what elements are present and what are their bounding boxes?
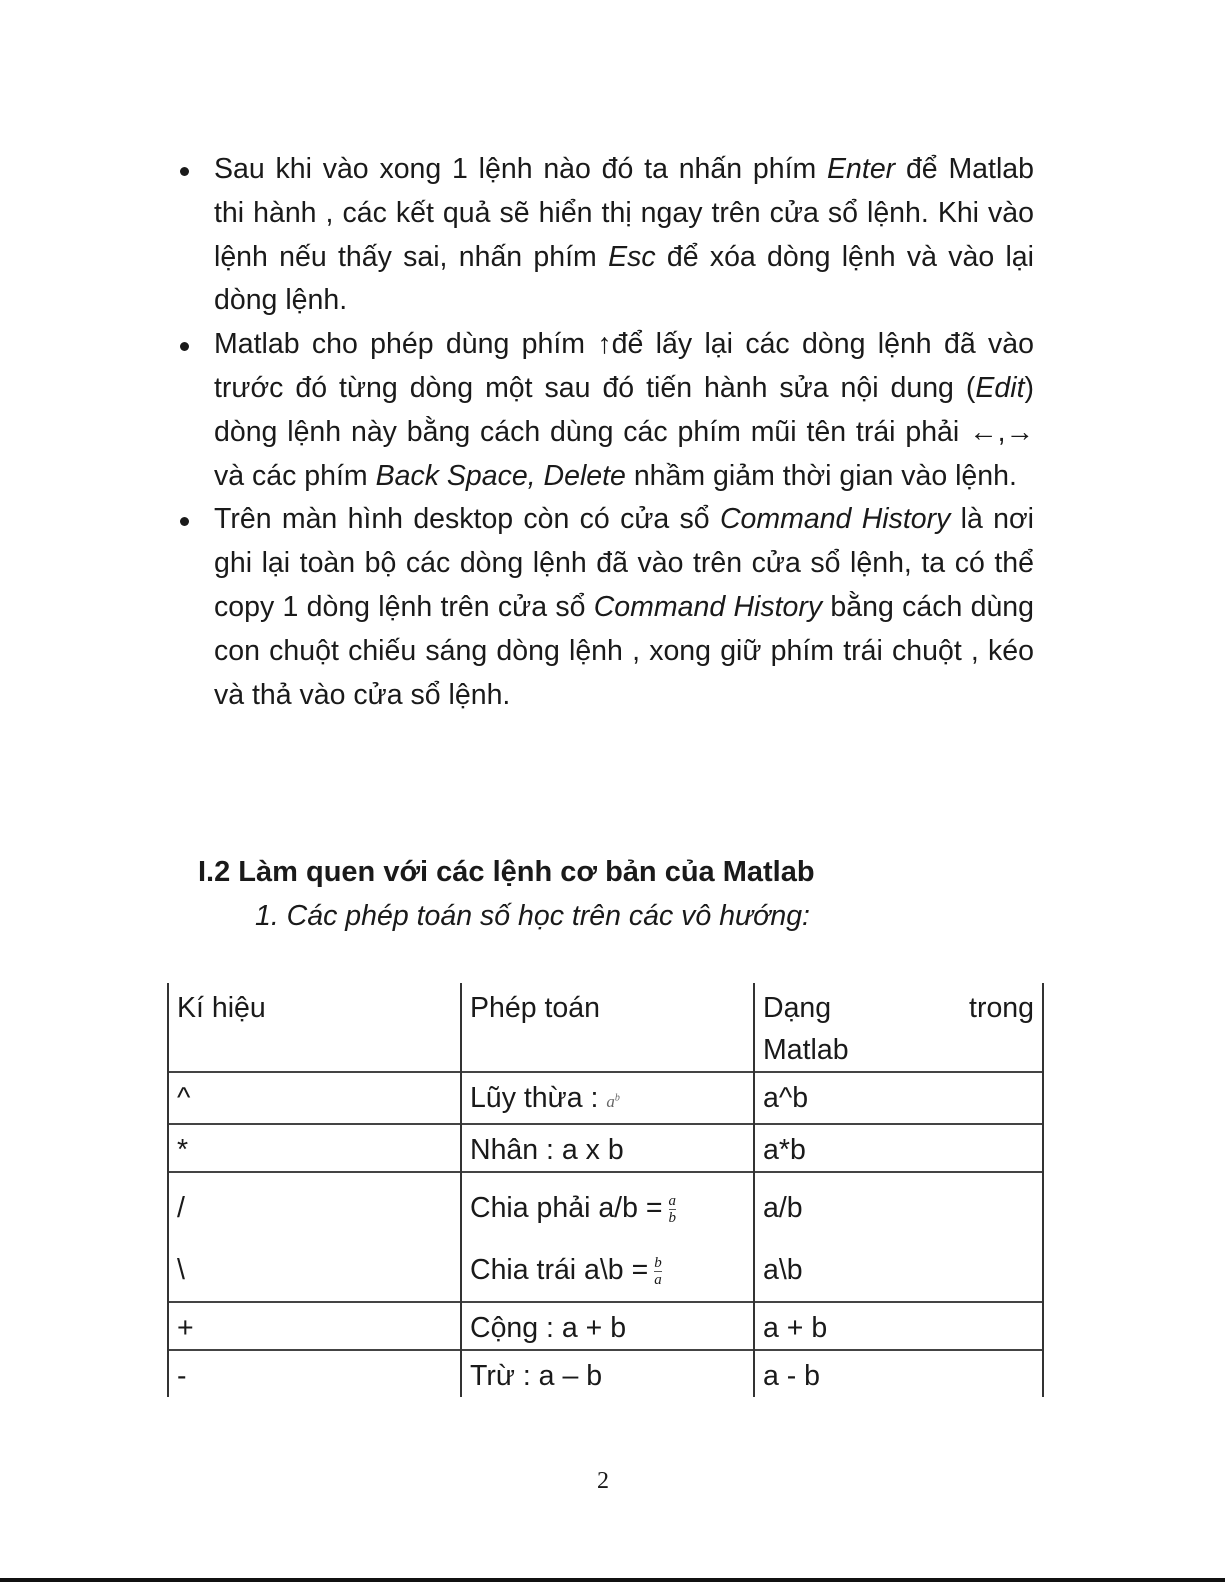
matlab-form: a/b [763, 1192, 803, 1224]
bullet-item [176, 323, 1034, 498]
body-text: Matlab cho phép dùng phím ↑để lấy lại các dòng lệnh đã vào trước đó từng dòng một sau đó tiến hành sửa nội dung ( [214, 328, 1034, 404]
page-number: 2 [597, 1468, 609, 1494]
symbol: / [177, 1192, 185, 1224]
bullet-icon [180, 342, 189, 351]
emphasis-text: Back Space, [375, 459, 536, 492]
fraction [654, 1255, 662, 1288]
operation-text: Lũy thừa : [470, 1082, 599, 1114]
body-text: để xóa dòng lệnh và vào lại dòng lệnh. [214, 240, 1034, 317]
table-row [168, 1172, 1043, 1302]
body-text: Trên màn hình desktop còn có cửa sổ [214, 503, 720, 536]
matlab-cell [754, 1172, 1043, 1302]
table-header-row [168, 983, 1043, 1072]
numerator: a [668, 1192, 677, 1209]
symbol-cell: ^ [168, 1072, 461, 1124]
symbol-cell: * [168, 1124, 461, 1172]
bullet-list [176, 148, 1034, 717]
operation-text: Chia trái a\b = [470, 1254, 649, 1286]
body-text: bằng cách dùng con chuột chiếu sáng dòng lệnh , xong giữ phím trái chuột , kéo và thả vào cửa sổ lệnh. [214, 590, 1034, 711]
numerator: b [654, 1254, 662, 1271]
matlab-cell: a*b [754, 1124, 1043, 1172]
denominator: a [654, 1271, 662, 1288]
operation-cell [461, 1172, 754, 1302]
header-operation: Phép toán [461, 983, 754, 1072]
section-heading: I.2 Làm quen với các lệnh cơ bản của Matlab [198, 856, 815, 888]
power-formula [606, 1092, 620, 1111]
body-text: nhầm giảm thời gian vào lệnh. [625, 459, 1017, 492]
operation-cell: Nhân : a x b [461, 1124, 754, 1172]
matlab-cell: a - b [754, 1350, 1043, 1397]
emphasis-text: Enter [827, 153, 896, 185]
exponent: b [614, 1092, 620, 1104]
fraction [669, 1193, 677, 1226]
emphasis-text: Delete [543, 459, 626, 492]
body-text: để Matlab thi hành , các kết quả sẽ hiển thị ngay trên cửa sổ lệnh. Khi vào lệnh nếu thấy sai, nhấn phím [214, 153, 1034, 273]
denominator: b [668, 1209, 677, 1226]
operation-text: Chia phải a/b = [470, 1192, 663, 1224]
base: a [606, 1092, 615, 1111]
emphasis-text: Edit [975, 371, 1025, 404]
header-word: trong [969, 992, 1034, 1024]
table-row [168, 1350, 1043, 1397]
bullet-item [176, 148, 1034, 323]
header-word: Matlab [763, 1034, 849, 1066]
matlab-form: a\b [763, 1254, 803, 1286]
table-row [168, 1302, 1043, 1350]
body-text: Sau khi vào xong 1 lệnh nào đó ta nhấn phím [214, 153, 828, 185]
symbol: \ [177, 1254, 185, 1286]
symbol-cell [168, 1172, 461, 1302]
bullet-item [176, 498, 1034, 717]
table-row [168, 1124, 1043, 1172]
bullet-icon [180, 517, 189, 526]
operation-cell [461, 1072, 754, 1124]
operators-table [167, 983, 1044, 1397]
emphasis-text: Command History [593, 590, 823, 623]
bullet-icon [180, 167, 189, 176]
body-text: ) dòng lệnh này bằng cách dùng các phím mũi tên trái phải ←,→ và các phím [214, 371, 1034, 492]
body-text: là nơi ghi lại toàn bộ các dòng lệnh đã vào trên cửa sổ lệnh, ta có thể copy 1 dòng lệnh trên cửa sổ [214, 503, 1035, 623]
header-matlab-form [754, 983, 1043, 1072]
subheading: 1. Các phép toán số học trên các vô hướng: [255, 900, 810, 932]
emphasis-text: Command History [719, 503, 951, 536]
page-edge-divider [0, 1578, 1225, 1582]
operation-cell: Cộng : a + b [461, 1302, 754, 1350]
matlab-cell: a^b [754, 1072, 1043, 1124]
table-row [168, 1072, 1043, 1124]
matlab-cell: a + b [754, 1302, 1043, 1350]
emphasis-text: Esc [608, 240, 656, 273]
operation-cell: Trừ : a – b [461, 1350, 754, 1397]
body-text [536, 460, 544, 492]
header-word: Dạng [763, 992, 832, 1024]
header-symbol: Kí hiệu [168, 983, 461, 1072]
symbol-cell: + [168, 1302, 461, 1350]
symbol-cell: - [168, 1350, 461, 1397]
